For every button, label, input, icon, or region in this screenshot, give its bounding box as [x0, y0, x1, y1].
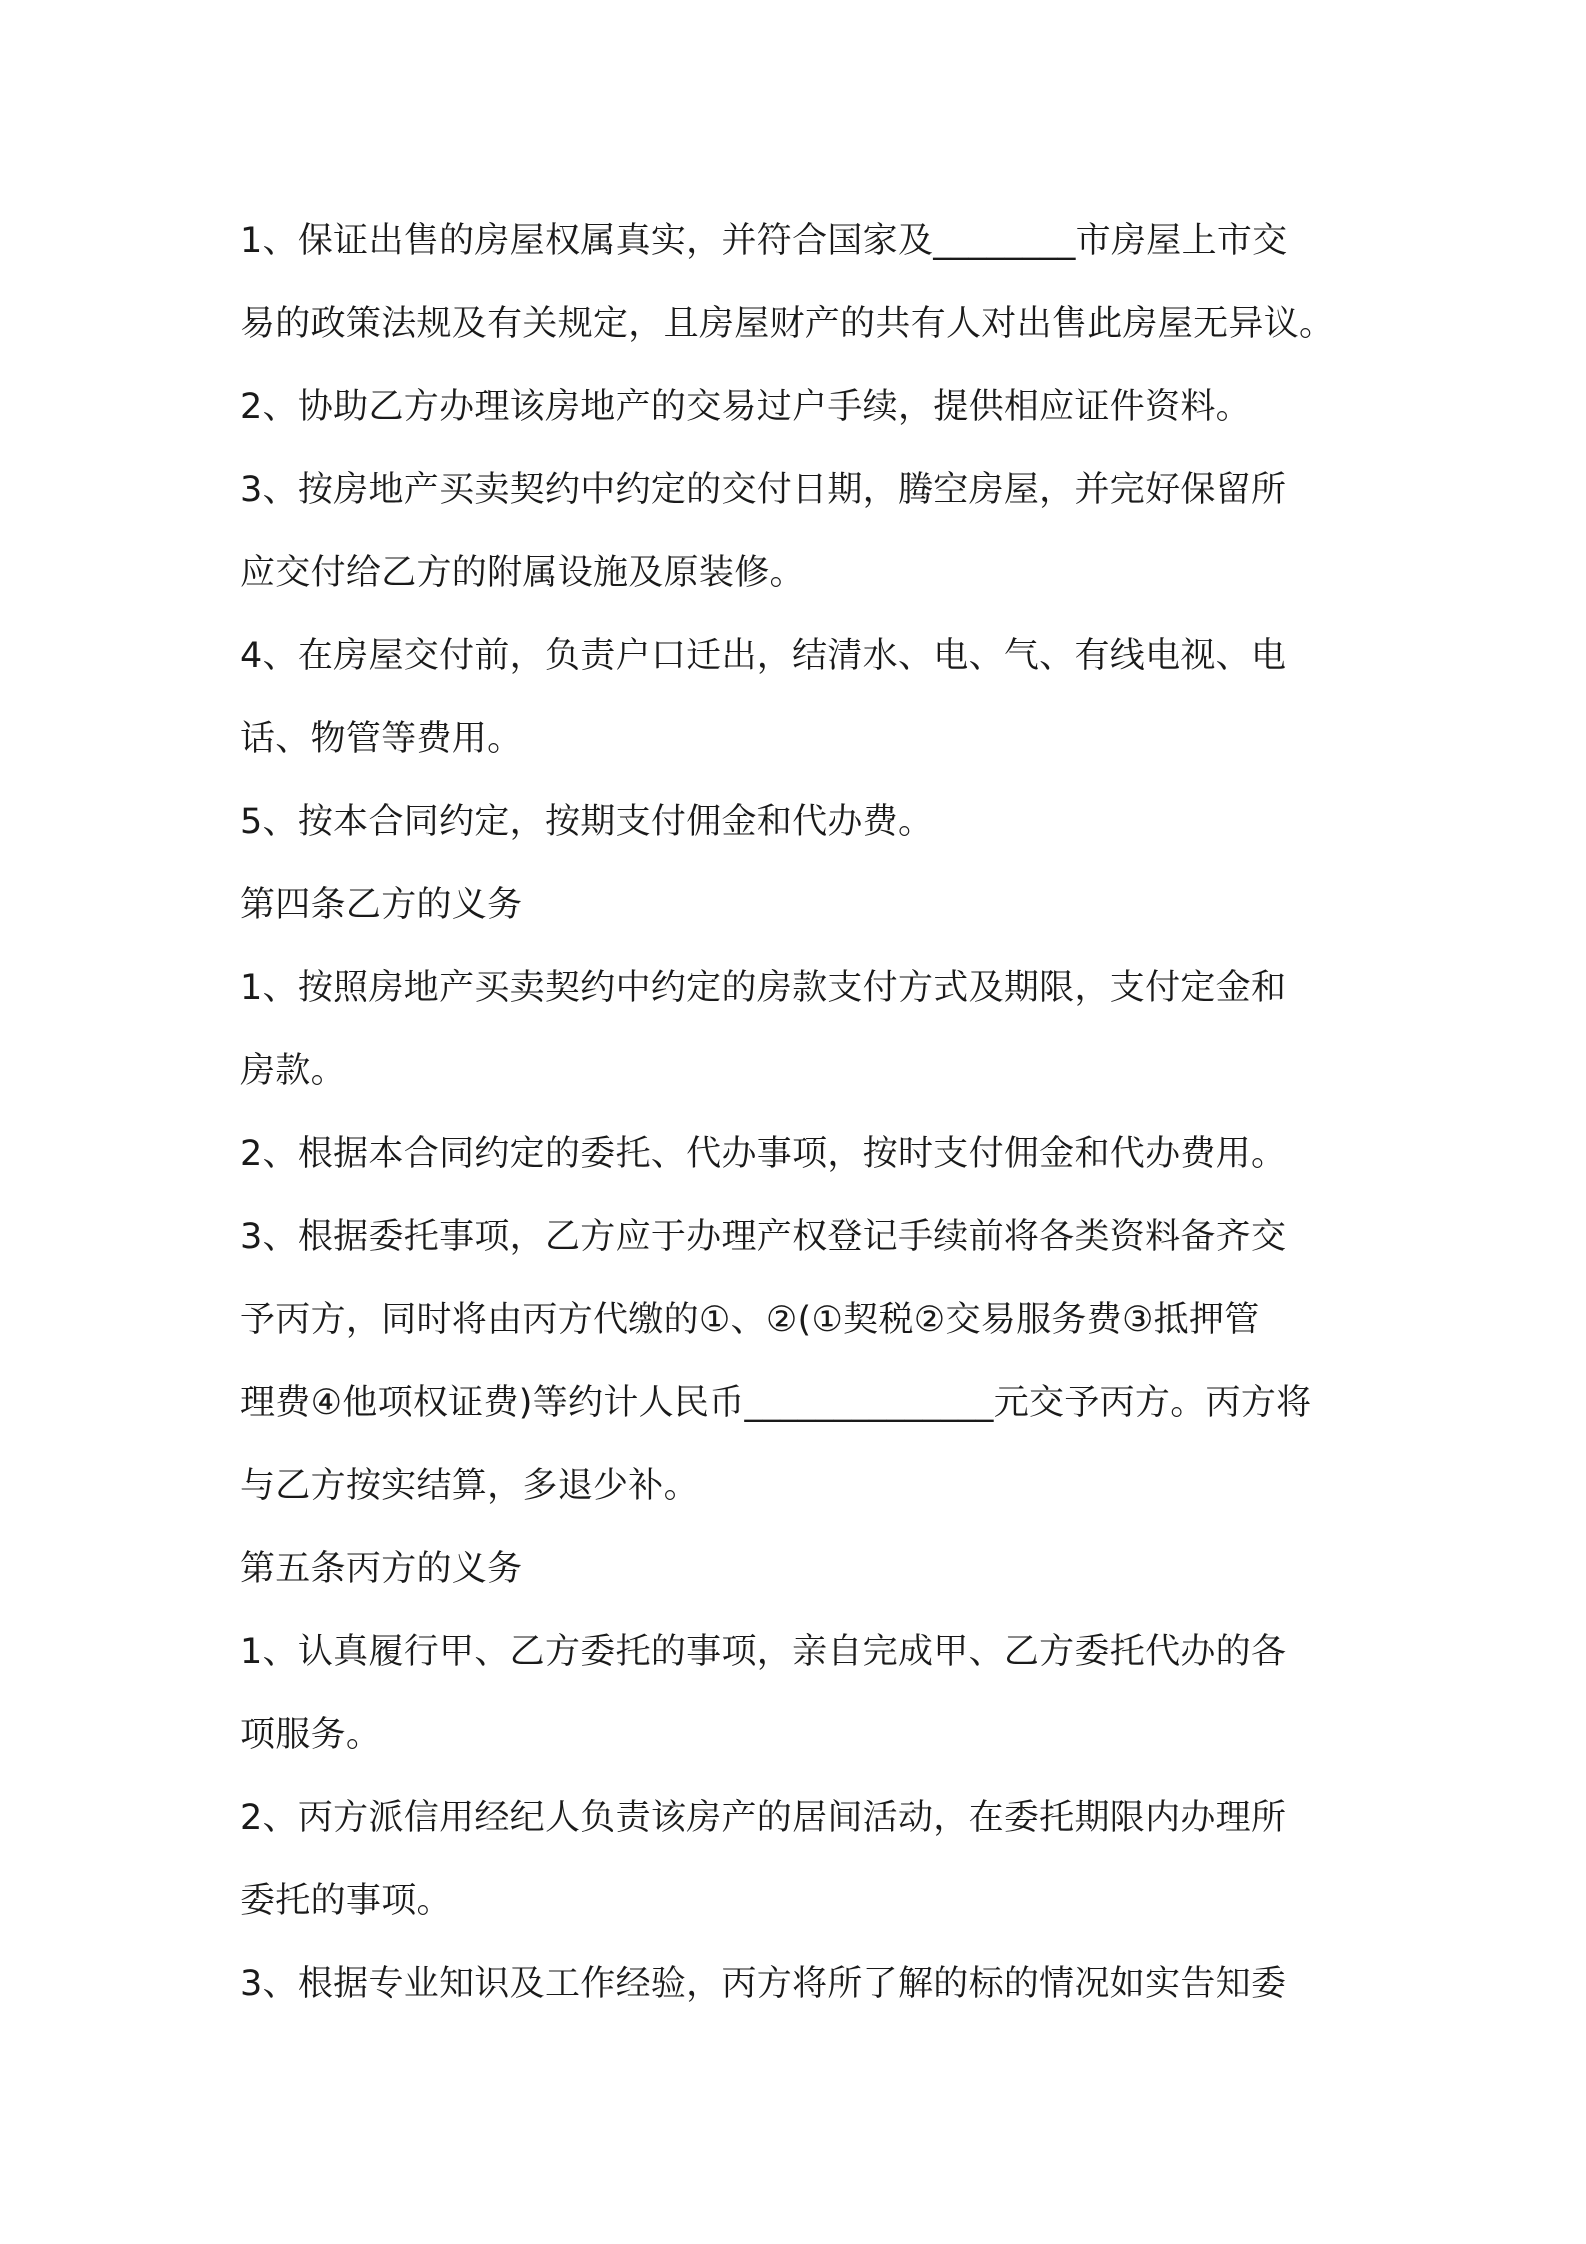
text-line: 1、保证出售的房屋权属真实，并符合国家及________市房屋上市交: [240, 221, 1288, 261]
text-line: 2、协助乙方办理该房地产的交易过户手续，提供相应证件资料。: [240, 387, 1251, 427]
document-body: [240, 200, 1360, 2026]
text-line: 理费④他项权证费)等约计人民币______________元交予丙方。丙方将: [240, 1383, 1312, 1423]
text-line: 1、按照房地产买卖契约中约定的房款支付方式及期限，支付定金和: [240, 968, 1287, 1008]
text-line: 予丙方，同时将由丙方代缴的①、②(①契税②交易服务费③抵押管: [240, 1300, 1260, 1340]
text-line: 3、按房地产买卖契约中约定的交付日期，腾空房屋，并完好保留所: [240, 470, 1287, 510]
text-line: 与乙方按实结算，多退少补。: [240, 1466, 699, 1506]
text-line: 易的政策法规及有关规定，且房屋财产的共有人对出售此房屋无异议。: [240, 304, 1335, 344]
text-line: 项服务。: [240, 1715, 382, 1755]
section-heading: 第五条丙方的义务: [240, 1549, 523, 1589]
text-line: 房款。: [240, 1051, 346, 1091]
text-line: 委托的事项。: [240, 1881, 452, 1921]
text-line: 4、在房屋交付前，负责户口迁出，结清水、电、气、有线电视、电: [240, 636, 1287, 676]
text-line: 3、根据委托事项，乙方应于办理产权登记手续前将各类资料备齐交: [240, 1217, 1287, 1257]
text-line: 应交付给乙方的附属设施及原装修。: [240, 553, 805, 593]
text-line: 2、根据本合同约定的委托、代办事项，按时支付佣金和代办费用。: [240, 1134, 1287, 1174]
text-line: 1、认真履行甲、乙方委托的事项，亲自完成甲、乙方委托代办的各: [240, 1632, 1287, 1672]
text-line: 3、根据专业知识及工作经验，丙方将所了解的标的情况如实告知委: [240, 1964, 1287, 2004]
text-line: 5、按本合同约定，按期支付佣金和代办费。: [240, 802, 934, 842]
section-heading: 第四条乙方的义务: [240, 885, 523, 925]
text-line: 2、丙方派信用经纪人负责该房产的居间活动，在委托期限内办理所: [240, 1798, 1287, 1838]
text-line: 话、物管等费用。: [240, 719, 523, 759]
